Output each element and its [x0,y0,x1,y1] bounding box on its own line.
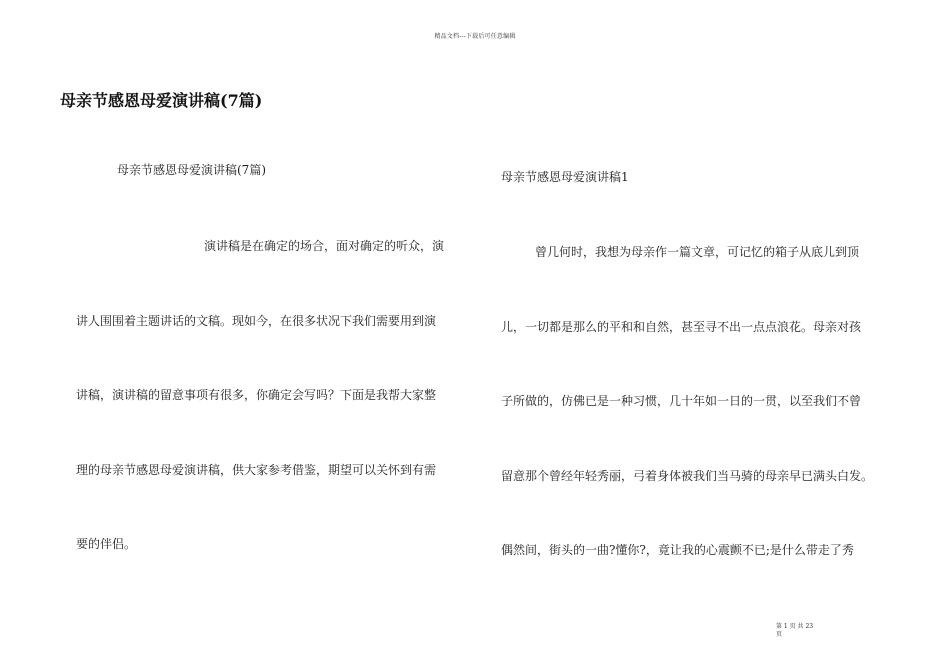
page-number-line-2: 页 [776,631,783,638]
page-footer [776,623,836,639]
left-line-1: 演讲稿是在确定的场合，面对确定的听众，演 [204,239,445,253]
right-line-2: 儿，一切都是那么的平和和自然，甚至寻不出一点点浪花。母亲对孩 [501,320,862,334]
document-title: 母亲节感恩母爱演讲稿(7篇) [60,91,263,110]
right-line-1: 曾几何时，我想为母亲作一篇文章，可记忆的箱子从底儿到顶 [535,245,860,259]
left-line-3: 讲稿，演讲稿的留意事项有很多，你确定会写吗？下面是我帮大家整 [76,388,437,402]
right-heading: 母亲节感恩母爱演讲稿1 [501,170,629,184]
left-subtitle: 母亲节感恩母爱演讲稿(7篇) [117,163,266,177]
page-number-line-1: 第 1 页 共 23 [776,623,814,630]
left-line-2: 讲人围围着主题讲话的文稿。现如今，在很多状况下我们需要用到演 [76,314,437,328]
left-line-5: 要的伴侣。 [76,537,137,551]
right-line-3: 子所做的，仿佛已是一种习惯，几十年如一日的一贯，以至我们不曾 [501,394,862,408]
right-line-4: 留意那个曾经年轻秀丽，弓着身体被我们当马骑的母亲早已满头白发。 [501,469,874,483]
right-line-5: 偶然间，街头的一曲?懂你?，竟让我的心震颤不已;是什么带走了秀 [501,543,854,557]
left-line-4: 理的母亲节感恩母爱演讲稿，供大家参考借鉴，期望可以关怀到有需 [76,463,437,477]
header-note: 精品文档---下载后可任意编辑 [434,33,516,40]
